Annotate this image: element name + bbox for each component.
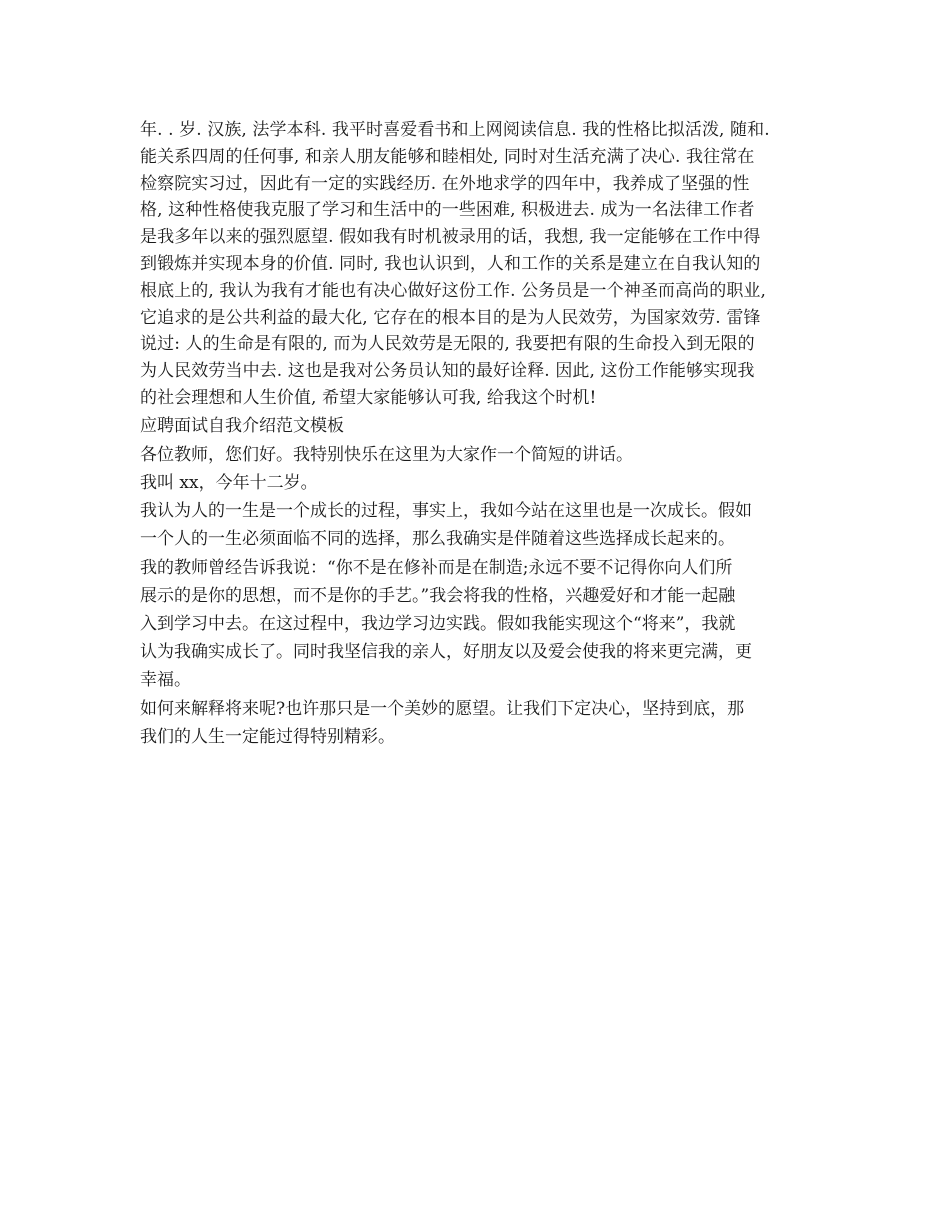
text-line: 检察院实习过，因此有一定的实践经历. 在外地求学的四年中，我养成了坚强的性 — [140, 173, 750, 194]
text-line: 我叫 xx，今年十二岁。 — [140, 472, 318, 493]
text-line: 幸福。 — [140, 670, 191, 691]
text-line: 我们的人生一定能过得特别精彩。 — [140, 726, 395, 747]
future-paragraph — [140, 695, 820, 751]
self-intro-paragraph — [140, 117, 820, 412]
text-line: 为人民效劳当中去. 这也是我对公务员认知的最好诠释. 因此, 这份工作能够实现我 — [140, 361, 755, 382]
name-age-paragraph — [140, 469, 820, 497]
text-line: 展示的是你的思想，而不是你的手艺。”我会将我的性格，兴趣爱好和才能一起融 — [140, 585, 736, 606]
text-line: 说过: 人的生命是有限的, 而为人民效劳是无限的, 我要把有限的生命投入到无限的 — [140, 334, 755, 355]
text-line: 格, 这种性格使我克服了学习和生活中的一些困难, 积极进去. 成为一名法律工作者 — [140, 200, 755, 221]
growth-paragraph — [140, 497, 820, 553]
text-line: 认为我确实成长了。同时我坚信我的亲人，好朋友以及爱会使我的将来更完满，更 — [140, 642, 752, 663]
text-line: 根底上的, 我认为我有才能也有决心做好这份工作. 公务员是一个神圣而高尚的职业, — [140, 280, 767, 301]
text-line: 入到学习中去。在这过程中，我边学习边实践。假如我能实现这个“将来”，我就 — [140, 613, 736, 634]
text-line: 的社会理想和人生价值, 希望大家能够认可我, 给我这个时机! — [140, 387, 597, 408]
text-line: 年. . 岁. 汉族, 法学本科. 我平时喜爱看书和上网阅读信息. 我的性格比拟活泼, 随和. — [140, 120, 770, 140]
text-line: 它追求的是公共利益的最大化, 它存在的根本目的是为人民效劳，为国家效劳. 雷锋 — [140, 307, 761, 328]
text-line: 我的教师曾经告诉我说：“你不是在修补而是在制造;永远不要不记得你向人们所 — [140, 557, 733, 578]
teacher-quote-paragraph — [140, 554, 820, 695]
text-line: 我认为人的一生是一个成长的过程，事实上，我如今站在这里也是一次成长。假如 — [140, 501, 752, 522]
section-title: 应聘面试自我介绍范文模板 — [140, 415, 344, 436]
text-line: 能关系四周的任何事, 和亲人朋友能够和睦相处, 同时对生活充满了决心. 我往常在 — [140, 146, 755, 167]
text-line: 到锻炼并实现本身的价值. 同时, 我也认识到，人和工作的关系是建立在自我认知的 — [140, 253, 761, 274]
greeting-paragraph — [140, 441, 820, 469]
text-line: 是我多年以来的强烈愿望. 假如我有时机被录用的话，我想, 我一定能够在工作中得 — [140, 227, 761, 248]
text-line: 一个人的一生必须面临不同的选择，那么我确实是伴随着这些选择成长起来的。 — [140, 529, 735, 550]
text-line: 如何来解释将来呢?也许那只是一个美妙的愿望。让我们下定决心，坚持到底，那 — [140, 698, 745, 719]
document-body — [140, 117, 820, 751]
text-line: 各位教师，您们好。我特别快乐在这里为大家作一个简短的讲话。 — [140, 444, 633, 465]
